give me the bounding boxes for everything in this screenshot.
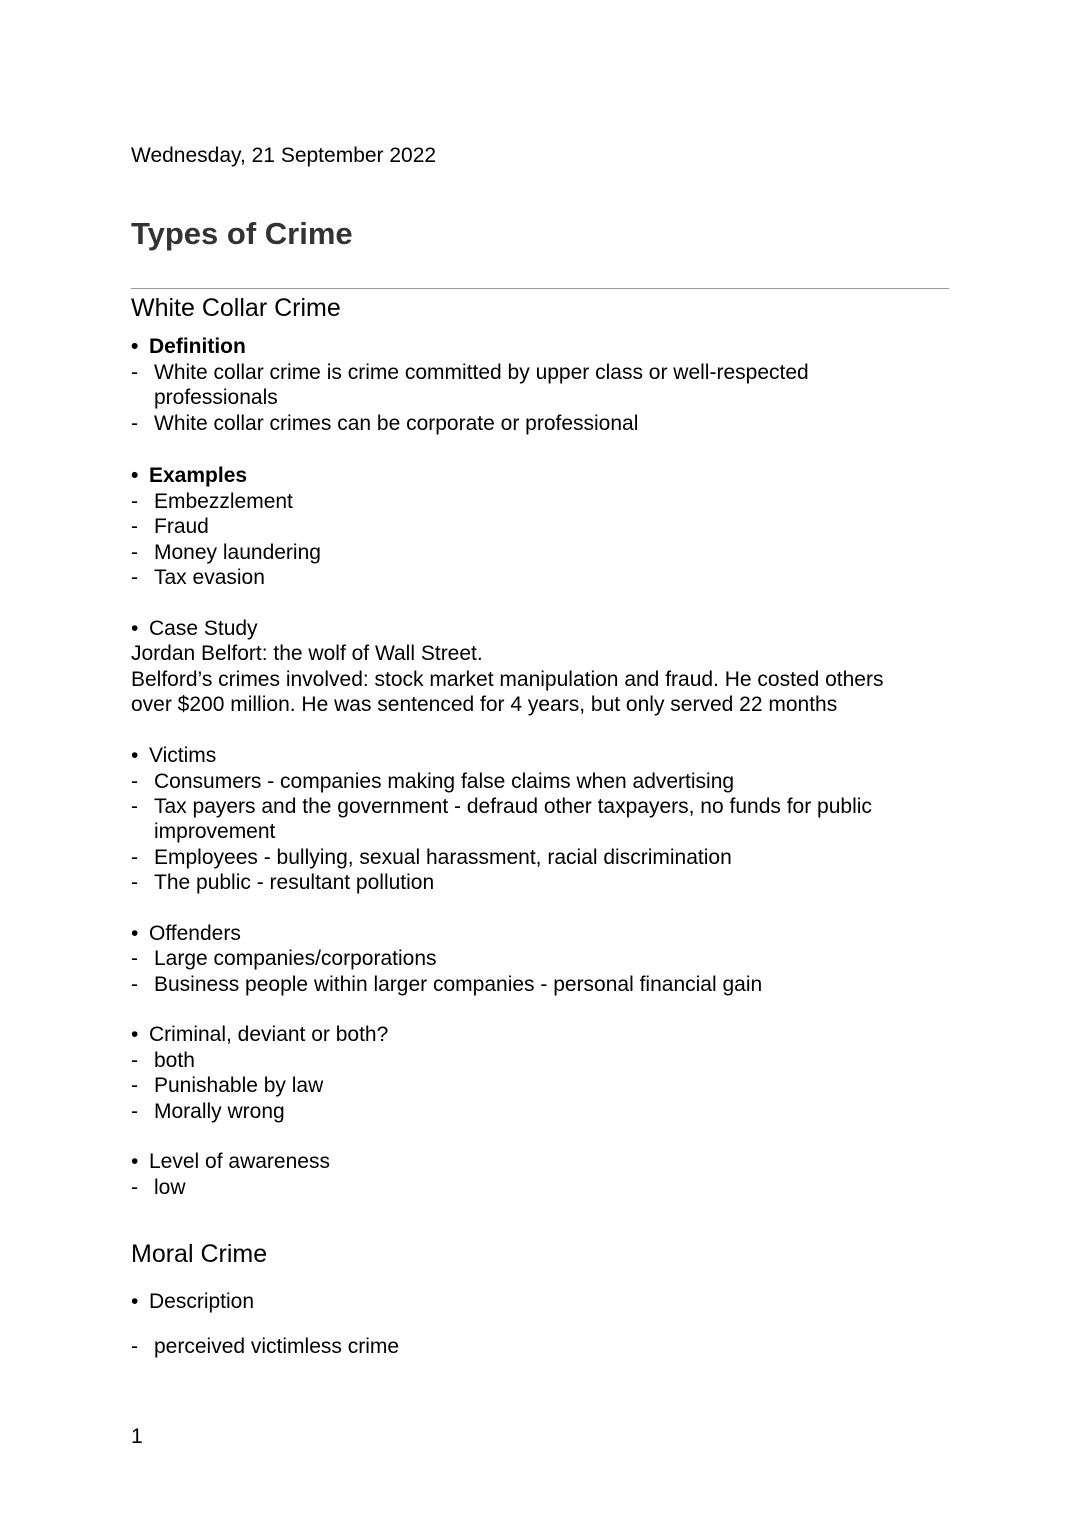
list-item: - low [131,1175,186,1201]
page-number: 1 [131,1425,143,1448]
list-item: - Money laundering [131,540,321,566]
awareness-label: • Level of awareness [131,1149,330,1175]
list-item: - Punishable by law [131,1073,323,1099]
list-item: - Business people within larger companies - personal financial gain [131,972,762,998]
list-item: - White collar crime is crime committed by upper class or well-respected [131,360,809,386]
list-item: - Tax evasion [131,565,265,591]
list-item: - Consumers - companies making false claims when advertising [131,769,734,795]
list-item: - Tax payers and the government - defraud other taxpayers, no funds for public [131,794,872,820]
section-heading-moral-crime: Moral Crime [131,1240,268,1268]
title-divider [131,288,949,289]
case-study-line: over $200 million. He was sentenced for 4 years, but only served 22 months [131,693,838,716]
list-item: - Large companies/corporations [131,946,437,972]
list-item: - Morally wrong [131,1099,285,1125]
section-heading-white-collar: White Collar Crime [131,294,341,322]
examples-label: • Examples [131,463,247,489]
list-item: - Embezzlement [131,489,293,515]
definition-label: • Definition [131,334,246,360]
list-item-continuation: improvement [154,820,276,843]
description-label: • Description [131,1289,254,1315]
list-item: - both [131,1048,195,1074]
criminal-deviant-label: • Criminal, deviant or both? [131,1022,388,1048]
list-item-continuation: professionals [154,386,278,409]
page-title: Types of Crime [131,216,353,251]
victims-label: • Victims [131,743,216,769]
note-date: Wednesday, 21 September 2022 [131,144,437,167]
list-item: - White collar crimes can be corporate or professional [131,411,638,437]
case-study-line: Belford’s crimes involved: stock market manipulation and fraud. He costed others [131,668,884,691]
list-item: - perceived victimless crime [131,1334,399,1360]
list-item: - Employees - bullying, sexual harassment, racial discrimination [131,845,732,871]
offenders-label: • Offenders [131,921,241,947]
list-item: - The public - resultant pollution [131,870,434,896]
case-study-line: Jordan Belfort: the wolf of Wall Street. [131,642,483,665]
list-item: - Fraud [131,514,209,540]
case-study-label: • Case Study [131,616,258,642]
